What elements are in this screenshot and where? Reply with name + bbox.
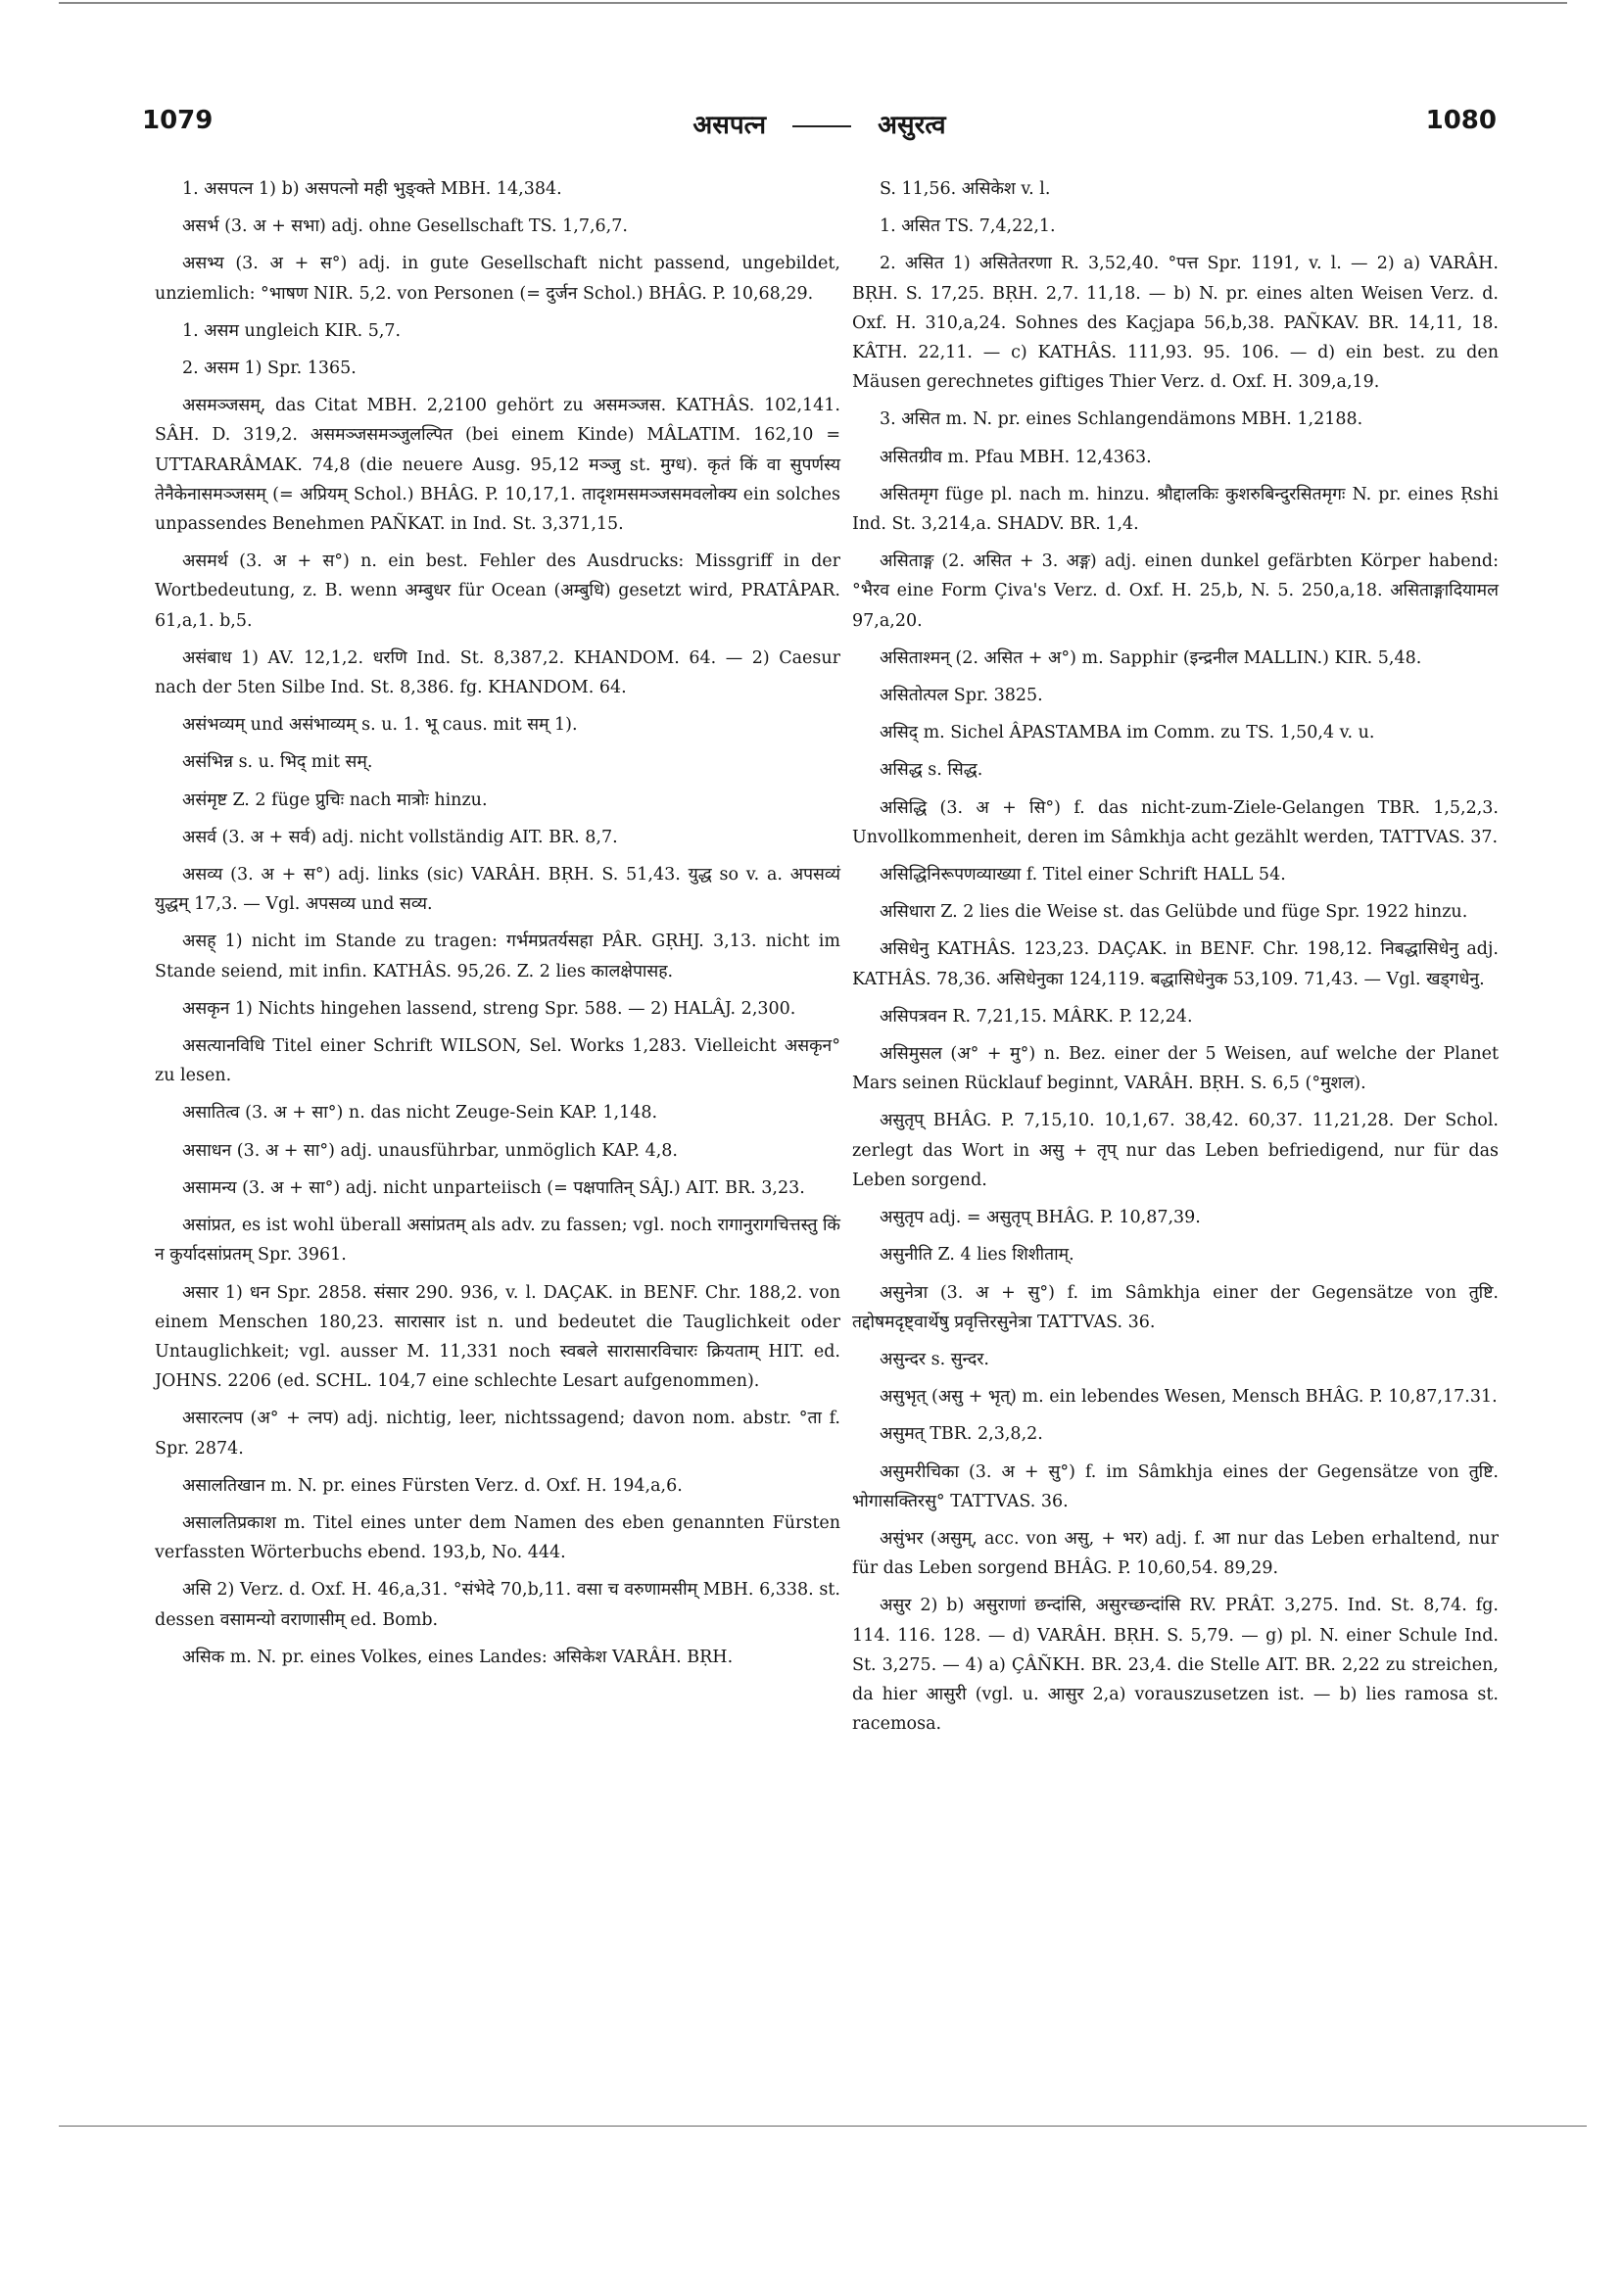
dictionary-entry: असाधन (3. अ + सा°) adj. unausführbar, unmöglich KAP. 4,8. bbox=[182, 1140, 678, 1161]
dictionary-entry: असालतिखान m. N. pr. eines Fürsten Verz. d. Oxf. H. 194,a,6. bbox=[182, 1475, 683, 1496]
dictionary-entry: असार 1) धन Spr. 2858. संसार 290. 936, v. l. DAÇAK. in BENF. Chr. 188,2. von einem Menschen 180,23. सारासार ist n. und bedeutet die Tauglichkeit oder Untauglichkeit; vgl. ausser M. 11,331 noch स्वबले सारासारविचारः क्रियताम् HIT. ed. JOHNS. 2206 (ed. SCHL. 104,7 eine schlechte Lesart aufgenommen). bbox=[155, 1282, 840, 1392]
dictionary-entry: असिद्धिनिरूपणव्याख्या f. Titel einer Schrift HALL 54. bbox=[880, 865, 1286, 885]
right-column bbox=[852, 174, 1499, 1746]
dictionary-entry: 2. असित 1) असितेतरणा R. 3,52,40. °पत्त Spr. 1191, v. l. — 2) a) VARÂH. BṚH. S. 17,25. BṚH. 2,7. 11,18. — b) N. pr. eines alten Weisen Verz. d. Oxf. H. 310,a,24. Sohnes des Kaçjapa 56,b,38. PAÑKAV. BR. 14,11, 18. KÂTH. 22,11. — c) KATHÂS. 111,93. 95. 106. — d) ein best. zu den Mäusen gerechnetes giftiges Thier Verz. d. Oxf. H. 309,a,19. bbox=[852, 254, 1499, 393]
dictionary-entry: असिद्ध s. सिद्ध. bbox=[880, 760, 983, 781]
dictionary-entry: असिद्धि (3. अ + सि°) f. das nicht-zum-Ziele-Gelangen TBR. 1,5,2,3. Unvollkommenheit, deren im Sâmkhja acht gezählt werden, TATTVAS. 37. bbox=[852, 797, 1499, 847]
dictionary-entry: असितमृग füge pl. nach m. hinzu. श्रौद्दालकिः कुशरुबिन्दुरसितमृगः N. pr. eines Ṛshi Ind. St. 3,214,a. SHADV. BR. 1,4. bbox=[852, 484, 1499, 535]
dictionary-entry: 2. असम 1) Spr. 1365. bbox=[182, 359, 357, 379]
dictionary-entry: असह् 1) nicht im Stande zu tragen: गर्भमप्रतर्यसहा PÂR. GṚHJ. 3,13. nicht im Stande seiend, mit infin. KATHÂS. 95,26. Z. 2 lies कालक्षेपासह. bbox=[155, 932, 840, 981]
top-rule bbox=[59, 2, 1567, 4]
dictionary-entry: 3. असित m. N. pr. eines Schlangendämons MBH. 1,2188. bbox=[880, 409, 1363, 430]
bottom-rule bbox=[59, 2126, 1587, 2127]
dictionary-entry: असमञ्जसम्, das Citat MBH. 2,2100 gehört zu असमञ्जस. KATHÂS. 102,141. SÂH. D. 319,2. असमञ्जसमञ्जुलल्पित (bei einem Kinde) MÂLATIM. 162,10 = UTTARARÂMAK. 74,8 (die neuere Ausg. 95,12 मञ्जु st. मुग्ध). कृतं किं वा सुपर्णस्य तेनैकेनासमञ्जसम् (= अप्रियम् Schol.) BHÂG. P. 10,17,1. तादृशमसमञ्जसमवलोक्य ein solches unpassendes Benehmen PAÑKAT. in Ind. St. 3,371,15. bbox=[155, 396, 840, 535]
headword-right: असुरत्व bbox=[878, 111, 946, 140]
dictionary-entry: असर्भ (3. अ + सभा) adj. ohne Gesellschaft TS. 1,7,6,7. bbox=[182, 216, 628, 237]
dictionary-entry: असंमृष्ट Z. 2 füge प्रुचिः nach मात्रोः hinzu. bbox=[182, 789, 488, 810]
dictionary-entry: असि 2) Verz. d. Oxf. H. 46,a,31. °संभेदे 70,b,11. वसा च वरुणामसीम् MBH. 6,338. st. dessen वसामन्यो वराणासीम् ed. Bomb. bbox=[155, 1580, 840, 1630]
running-headwords bbox=[142, 106, 1497, 141]
dictionary-entry: असांप्रत, es ist wohl überall असांप्रतम् als adv. zu fassen; vgl. noch रागानुरागचित्तस्तु किं न कुर्यादसांप्रतम् Spr. 3961. bbox=[155, 1216, 840, 1266]
dictionary-entry: असिमुसल (अ° + मु°) n. Bez. einer der 5 Weisen, auf welche der Planet Mars seinen Rücklauf beginnt, VARÂH. BṚH. S. 6,5 (°मुशल). bbox=[852, 1044, 1499, 1094]
dictionary-entry: असालतिप्रकाश m. Titel eines unter dem Namen des eben genannten Fürsten verfassten Wörterbuchs ebend. 193,b, No. 444. bbox=[155, 1512, 840, 1563]
dictionary-entry: असितोत्पल Spr. 3825. bbox=[880, 686, 1043, 706]
dictionary-entry: असिक m. N. pr. eines Volkes, eines Landes: असिकेश VARÂH. BṚH. bbox=[182, 1647, 734, 1667]
dictionary-entry: असुनेत्रा (3. अ + सु°) f. im Sâmkhja einer der Gegensätze von तुष्टि. तद्दोषमदृष्ट्वार्थेषु प्रवृत्तिरसुनेत्रा TATTVAS. 36. bbox=[852, 1282, 1499, 1332]
dictionary-entry: असुन्दर s. सुन्दर. bbox=[880, 1349, 989, 1369]
page-number-right: 1080 bbox=[1425, 106, 1497, 135]
left-column bbox=[155, 174, 840, 1680]
dictionary-entry: असंभिन्न s. u. भिद् mit सम्. bbox=[182, 752, 373, 773]
dictionary-entry: असिधारा Z. 2 lies die Weise st. das Gelübde und füge Spr. 1922 hinzu. bbox=[880, 902, 1468, 923]
dictionary-entry: असकृन 1) Nichts hingehen lassend, streng Spr. 588. — 2) HALÂJ. 2,300. bbox=[182, 998, 796, 1019]
dictionary-entry: 1. असित TS. 7,4,22,1. bbox=[880, 216, 1056, 237]
dictionary-entry: असर्व (3. अ + सर्व) adj. nicht vollständig AIT. BR. 8,7. bbox=[182, 827, 618, 847]
dictionary-entry: असुतृप् BHÂG. P. 7,15,10. 10,1,67. 38,42. 60,37. 11,21,28. Der Schol. zerlegt das Wort in असु + तृप् nur das Leben befriedigend, nur für das Leben sorgend. bbox=[852, 1111, 1499, 1190]
dictionary-entry: असातित्व (3. अ + सा°) n. das nicht Zeuge-Sein KAP. 1,148. bbox=[182, 1103, 658, 1124]
dictionary-entry: असमर्थ (3. अ + स°) n. ein best. Fehler des Ausdrucks: Missgriff in der Wortbedeutung, z. B. wenn अम्बुधर für Ocean (अम्बुधि) gesetzt wird, PRATÂPAR. 61,a,1. b,5. bbox=[155, 551, 840, 631]
dictionary-entry: असंबाध 1) AV. 12,1,2. धरणि Ind. St. 8,387,2. KHANDOM. 64. — 2) Caesur nach der 5ten Silbe Ind. St. 8,386. fg. KHANDOM. 64. bbox=[155, 647, 840, 698]
dictionary-entry: असव्य (3. अ + स°) adj. links (sic) VARÂH. BṚH. S. 51,43. युद्ध so v. a. अपसव्यं युद्धम् 17,3. — Vgl. अपसव्य und सव्य. bbox=[155, 865, 840, 915]
dictionary-entry: असुमरीचिका (3. अ + सु°) f. im Sâmkhja eines der Gegensätze von तुष्टि. भोगासक्तिरसु° TATTVAS. 36. bbox=[852, 1461, 1499, 1511]
dictionary-entry: असिताङ्ग (2. असित + 3. अङ्ग) adj. einen dunkel gefärbten Körper habend: °भैरव eine Form Çiva's Verz. d. Oxf. H. 25,b, N. 5. 250,a,18. असिताङ्गादियामल 97,a,20. bbox=[852, 551, 1499, 631]
dictionary-entry: असुनीति Z. 4 lies शिशीताम्. bbox=[880, 1245, 1074, 1266]
page-header bbox=[142, 106, 1497, 145]
dictionary-entry: असत्यानविधि Titel einer Schrift WILSON, Sel. Works 1,283. Vielleicht असकृन° zu lesen. bbox=[155, 1036, 840, 1086]
dictionary-entry: असामन्य (3. अ + सा°) adj. nicht unparteiisch (= पक्षपातिन् SÂJ.) AIT. BR. 3,23. bbox=[182, 1177, 805, 1198]
dictionary-entry: S. 11,56. असिकेश v. l. bbox=[880, 179, 1051, 199]
dictionary-entry: असुभृत् (असु + भृत्) m. ein lebendes Wesen, Mensch BHÂG. P. 10,87,17.31. bbox=[880, 1387, 1498, 1408]
dictionary-entry: असंभव्यम् und असंभाव्यम् s. u. 1. भू caus. mit सम् 1). bbox=[182, 715, 578, 736]
dictionary-entry: 1. असपत्न 1) b) असपत्नो मही भुङ्क्ते MBH. 14,384. bbox=[182, 179, 562, 199]
headword-dash bbox=[792, 125, 851, 127]
dictionary-entry: असितग्रीव m. Pfau MBH. 12,4363. bbox=[880, 447, 1152, 467]
headword-left: असपत्न bbox=[692, 111, 767, 140]
dictionary-entry: असारत्नप (अ° + त्नप) adj. nichtig, leer, nichtssagend; davon nom. abstr. °ता f. Spr. 2874. bbox=[155, 1409, 840, 1459]
dictionary-entry: असुमत् TBR. 2,3,8,2. bbox=[880, 1424, 1043, 1445]
dictionary-entry: असिद् m. Sichel ÂPASTAMBA im Comm. zu TS. 1,50,4 v. u. bbox=[880, 723, 1375, 743]
dictionary-entry: असुर 2) b) असुराणां छन्दांसि, असुरच्छन्दांसि RV. PRÂT. 3,275. Ind. St. 8,74. fg. 114. 116. 128. — d) VARÂH. BṚH. S. 5,79. — g) pl. N. einer Schule Ind. St. 3,275. — 4) a) ÇÂÑKH. BR. 23,4. die Stelle AIT. BR. 2,22 zu streichen, da hier आसुरी (vgl. u. आसुर 2,a) vorauszusetzen ist. — b) lies ramosa st. racemosa. bbox=[852, 1596, 1499, 1735]
page-number-left: 1079 bbox=[142, 106, 214, 135]
dictionary-entry: असिपत्रवन R. 7,21,15. MÂRK. P. 12,24. bbox=[880, 1006, 1193, 1027]
dictionary-entry: असुंभर (असुम्, acc. von असु, + भर) adj. f. आ nur das Leben erhaltend, nur für das Leben sorgend BHÂG. P. 10,60,54. 89,29. bbox=[852, 1528, 1499, 1579]
dictionary-entry: असुतृप adj. = असुतृप् BHÂG. P. 10,87,39. bbox=[880, 1208, 1201, 1228]
dictionary-entry: असिताश्मन् (2. असित + अ°) m. Sapphir (इन्द्रनील MALLIN.) KIR. 5,48. bbox=[880, 647, 1422, 668]
dictionary-entry: असिधेनु KATHÂS. 123,23. DAÇAK. in BENF. Chr. 198,12. निबद्धासिधेनु adj. KATHÂS. 78,36. असिधेनुका 124,119. बद्धासिधेनुक 53,109. 71,43. — Vgl. खड्गधेनु. bbox=[852, 939, 1499, 989]
dictionary-entry: असभ्य (3. अ + स°) adj. in gute Gesellschaft nicht passend, ungebildet, unziemlich: °भाषण NIR. 5,2. von Personen (= दुर्जन Schol.) BHÂG. P. 10,68,29. bbox=[155, 254, 840, 304]
dictionary-entry: 1. असम ungleich KIR. 5,7. bbox=[182, 320, 402, 341]
